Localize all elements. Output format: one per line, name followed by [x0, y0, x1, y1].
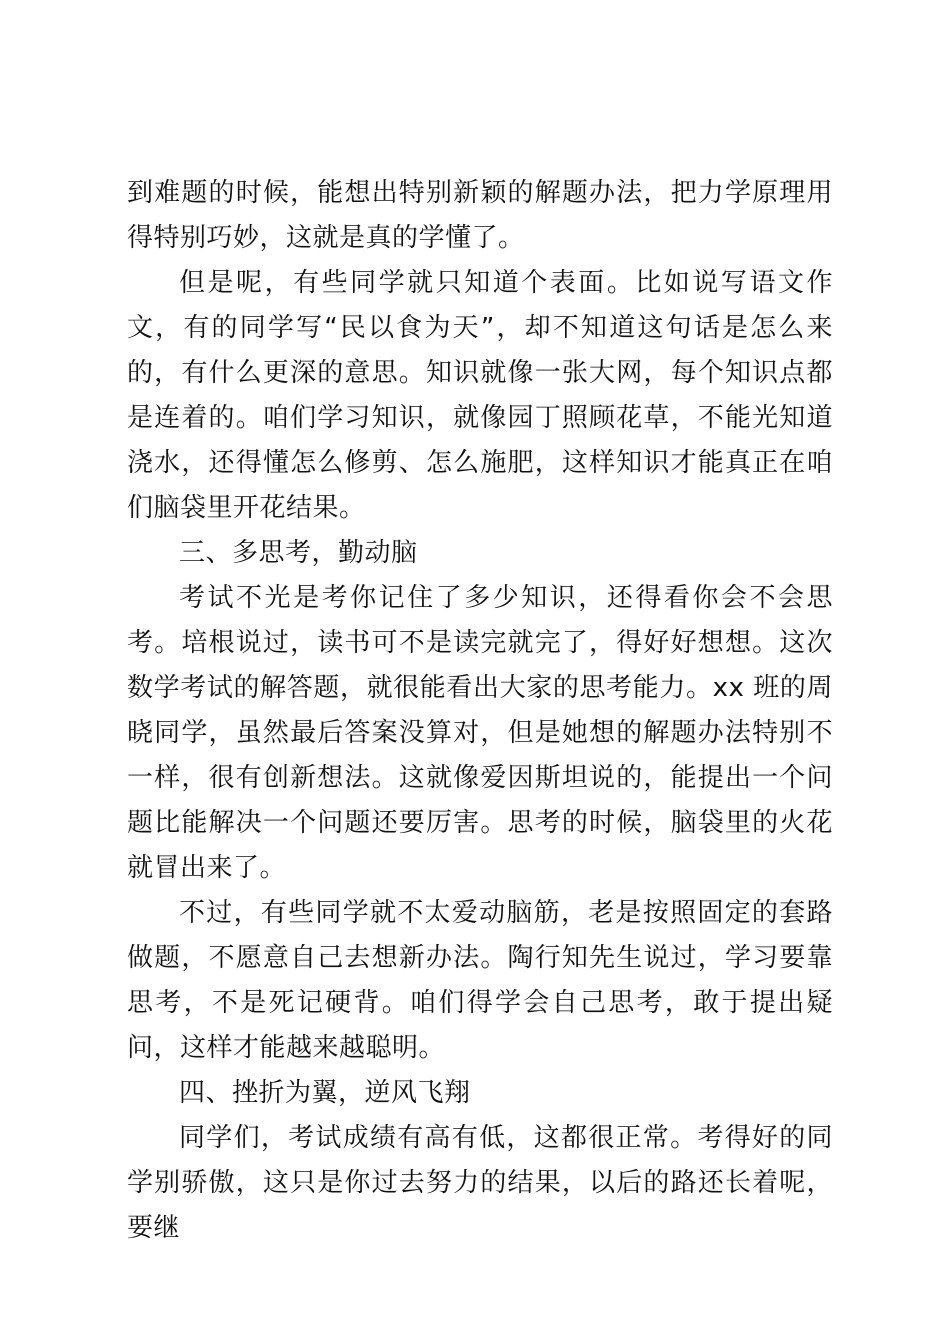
paragraph: 考试不光是考你记住了多少知识，还得看你会不会思考。培根说过，读书可不是读完就完了，得好好想想。这次数学考试的解答题，就很能看出大家的思考能力。xx 班的周晓同学，虽然最后答案没算对，但是她想的解题办法特别不一样，很有创新想法。这就像爱因斯坦说的，能提出一个问题比能解决一个问题还要厉害。思考的时候，脑袋里的火花就冒出来了。: [127, 583, 833, 883]
section-heading: 四、挫折为翼，逆风飞翔: [179, 1078, 471, 1108]
paragraph: 到难题的时候，能想出特别新颖的解题办法，把力学原理用得特别巧妙，这就是真的学懂了。: [127, 178, 833, 253]
section-heading: 三、多思考，勤动脑: [179, 538, 418, 568]
document-body: [127, 171, 833, 1251]
paragraph: 但是呢，有些同学就只知道个表面。比如说写语文作文，有的同学写“民以食为天”，却不知道这句话是怎么来的，有什么更深的意思。知识就像一张大网，每个知识点都是连着的。咱们学习知识，就像园丁照顾花草，不能光知道浇水，还得懂怎么修剪、怎么施肥，这样知识才能真正在咱们脑袋里开花结果。: [127, 268, 833, 523]
paragraph: 不过，有些同学就不太爱动脑筋，老是按照固定的套路做题，不愿意自己去想新办法。陶行知先生说过，学习要靠思考，不是死记硬背。咱们得学会自己思考，敢于提出疑问，这样才能越来越聪明。: [127, 898, 833, 1063]
paragraph: 同学们，考试成绩有高有低，这都很正常。考得好的同学别骄傲，这只是你过去努力的结果，以后的路还长着呢，要继: [127, 1123, 833, 1243]
